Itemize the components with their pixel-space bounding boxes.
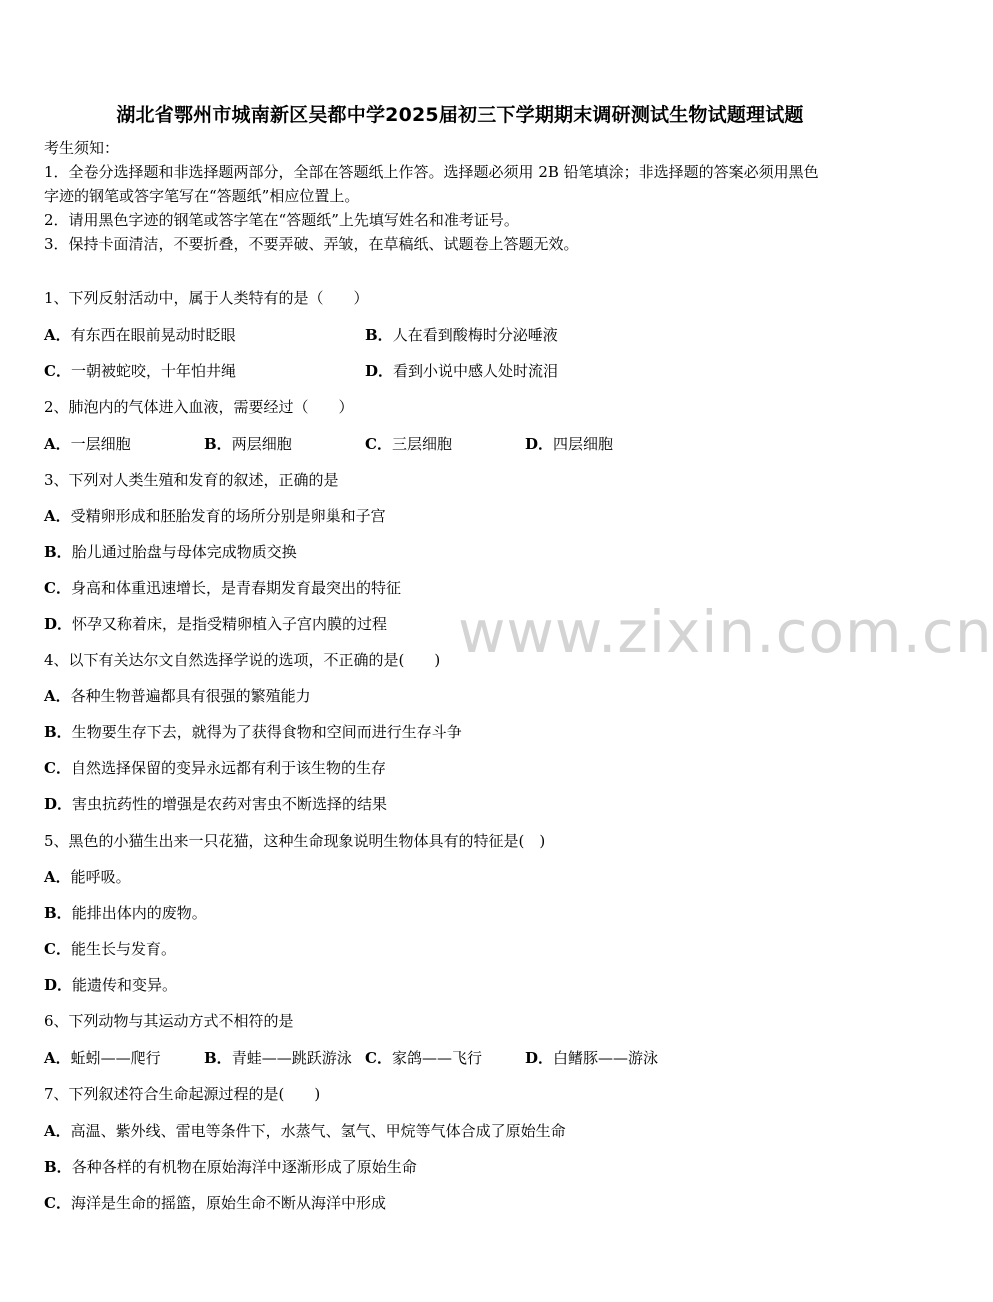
option-letter: B． [44,904,72,922]
option-text: 能遗传和变异。 [72,976,178,994]
option-text: 一朝被蛇咬，十年怕井绳 [70,362,236,380]
notice-item: 1．全卷分选择题和非选择题两部分，全部在答题纸上作答。选择题必须用 2B 铅笔填涂；非选择题的答案必须用黑色 [44,163,819,181]
option-letter: D． [44,976,73,994]
option-c [44,577,401,599]
question-stem: 1、下列反射活动中，属于人类特有的是（ ） [44,289,369,307]
option-c [365,1047,482,1069]
option-text: 能生长与发育。 [70,940,176,958]
option-letter: A． [44,1122,71,1140]
option-text: 人在看到酸梅时分泌唾液 [392,326,558,344]
option-letter: C． [44,759,71,777]
option-a [44,685,311,707]
option-b [44,902,207,924]
option-b [204,433,292,455]
question-stem: 7、下列叙述符合生命起源过程的是( ) [44,1085,321,1103]
option-d [525,433,613,455]
option-text: 白鳍豚——游泳 [553,1049,659,1067]
option-letter: B． [365,326,393,344]
option-text: 一层细胞 [70,435,131,453]
option-a [44,866,131,888]
option-letter: D． [525,435,554,453]
option-text: 受精卵形成和胚胎发育的场所分别是卵巢和子宫 [70,507,386,525]
option-letter: C． [44,362,71,380]
option-text: 能呼吸。 [70,868,131,886]
option-text: 有东西在眼前晃动时眨眼 [70,326,236,344]
option-text: 高温、紫外线、雷电等条件下，水蒸气、氢气、甲烷等气体合成了原始生命 [70,1122,566,1140]
option-c [44,938,176,960]
option-d [44,793,387,815]
option-letter: C． [44,940,71,958]
option-b [204,1047,352,1069]
option-letter: D． [44,615,73,633]
option-d [44,974,177,996]
option-letter: B． [204,1049,232,1067]
option-text: 自然选择保留的变异永远都有利于该生物的生存 [70,759,386,777]
option-text: 胎儿通过胎盘与母体完成物质交换 [71,543,297,561]
question-stem: 4、以下有关达尔文自然选择学说的选项，不正确的是( ) [44,651,441,669]
option-letter: C． [44,1194,71,1212]
option-letter: B． [204,435,232,453]
option-text: 青蛙——跳跃游泳 [231,1049,352,1067]
option-b [44,541,297,563]
option-b [365,324,558,346]
option-text: 各种生物普遍都具有很强的繁殖能力 [70,687,311,705]
option-a [44,433,131,455]
option-text: 四层细胞 [553,435,614,453]
page-title: 湖北省鄂州市城南新区吴都中学2025届初三下学期期末调研测试生物试题理试题 [116,104,804,126]
notice-heading: 考生须知： [44,139,120,157]
option-d [525,1047,658,1069]
option-a [44,1120,566,1142]
watermark: www.zixin.com.cn [458,598,993,666]
question-stem: 2、肺泡内的气体进入血液，需要经过（ ） [44,398,354,416]
option-b [44,721,462,743]
option-text: 家鸽——飞行 [391,1049,482,1067]
notice-item: 字迹的钢笔或答字笔写在“答题纸”相应位置上。 [44,187,360,205]
option-letter: C． [44,579,71,597]
option-text: 能排出体内的废物。 [71,904,207,922]
option-letter: D． [44,795,73,813]
option-text: 蚯蚓——爬行 [70,1049,161,1067]
option-text: 看到小说中感人处时流泪 [393,362,559,380]
option-letter: B． [44,723,72,741]
option-letter: D． [525,1049,554,1067]
option-d [365,360,558,382]
option-letter: A． [44,1049,71,1067]
option-d [44,613,387,635]
option-text: 海洋是生命的摇篮，原始生命不断从海洋中形成 [70,1194,386,1212]
option-c [44,1192,386,1214]
option-letter: A． [44,507,71,525]
option-letter: D． [365,362,394,380]
option-b [44,1156,417,1178]
option-letter: C． [365,435,392,453]
option-letter: A． [44,687,71,705]
option-letter: B． [44,543,72,561]
option-text: 害虫抗药性的增强是农药对害虫不断选择的结果 [72,795,388,813]
option-a [44,1047,161,1069]
option-letter: B． [44,1158,72,1176]
option-c [365,433,452,455]
option-letter: A． [44,868,71,886]
option-a [44,324,236,346]
question-stem: 5、黑色的小猫生出来一只花猫，这种生命现象说明生物体具有的特征是( ) [44,832,546,850]
question-stem: 3、下列对人类生殖和发育的叙述，正确的是 [44,471,339,489]
option-text: 生物要生存下去，就得为了获得食物和空间而进行生存斗争 [71,723,462,741]
option-text: 三层细胞 [391,435,452,453]
option-text: 怀孕又称着床，是指受精卵植入子宫内膜的过程 [72,615,388,633]
option-text: 身高和体重迅速增长，是青春期发育最突出的特征 [70,579,401,597]
notice-item: 3．保持卡面清洁，不要折叠，不要弄破、弄皱，在草稿纸、试题卷上答题无效。 [44,235,579,253]
question-stem: 6、下列动物与其运动方式不相符的是 [44,1012,294,1030]
option-letter: A． [44,435,71,453]
option-letter: C． [365,1049,392,1067]
option-c [44,360,236,382]
option-c [44,757,386,779]
option-a [44,505,386,527]
notice-item: 2．请用黑色字迹的钢笔或答字笔在“答题纸”上先填写姓名和准考证号。 [44,211,519,229]
option-text: 各种各样的有机物在原始海洋中逐渐形成了原始生命 [71,1158,417,1176]
option-text: 两层细胞 [231,435,292,453]
option-letter: A． [44,326,71,344]
